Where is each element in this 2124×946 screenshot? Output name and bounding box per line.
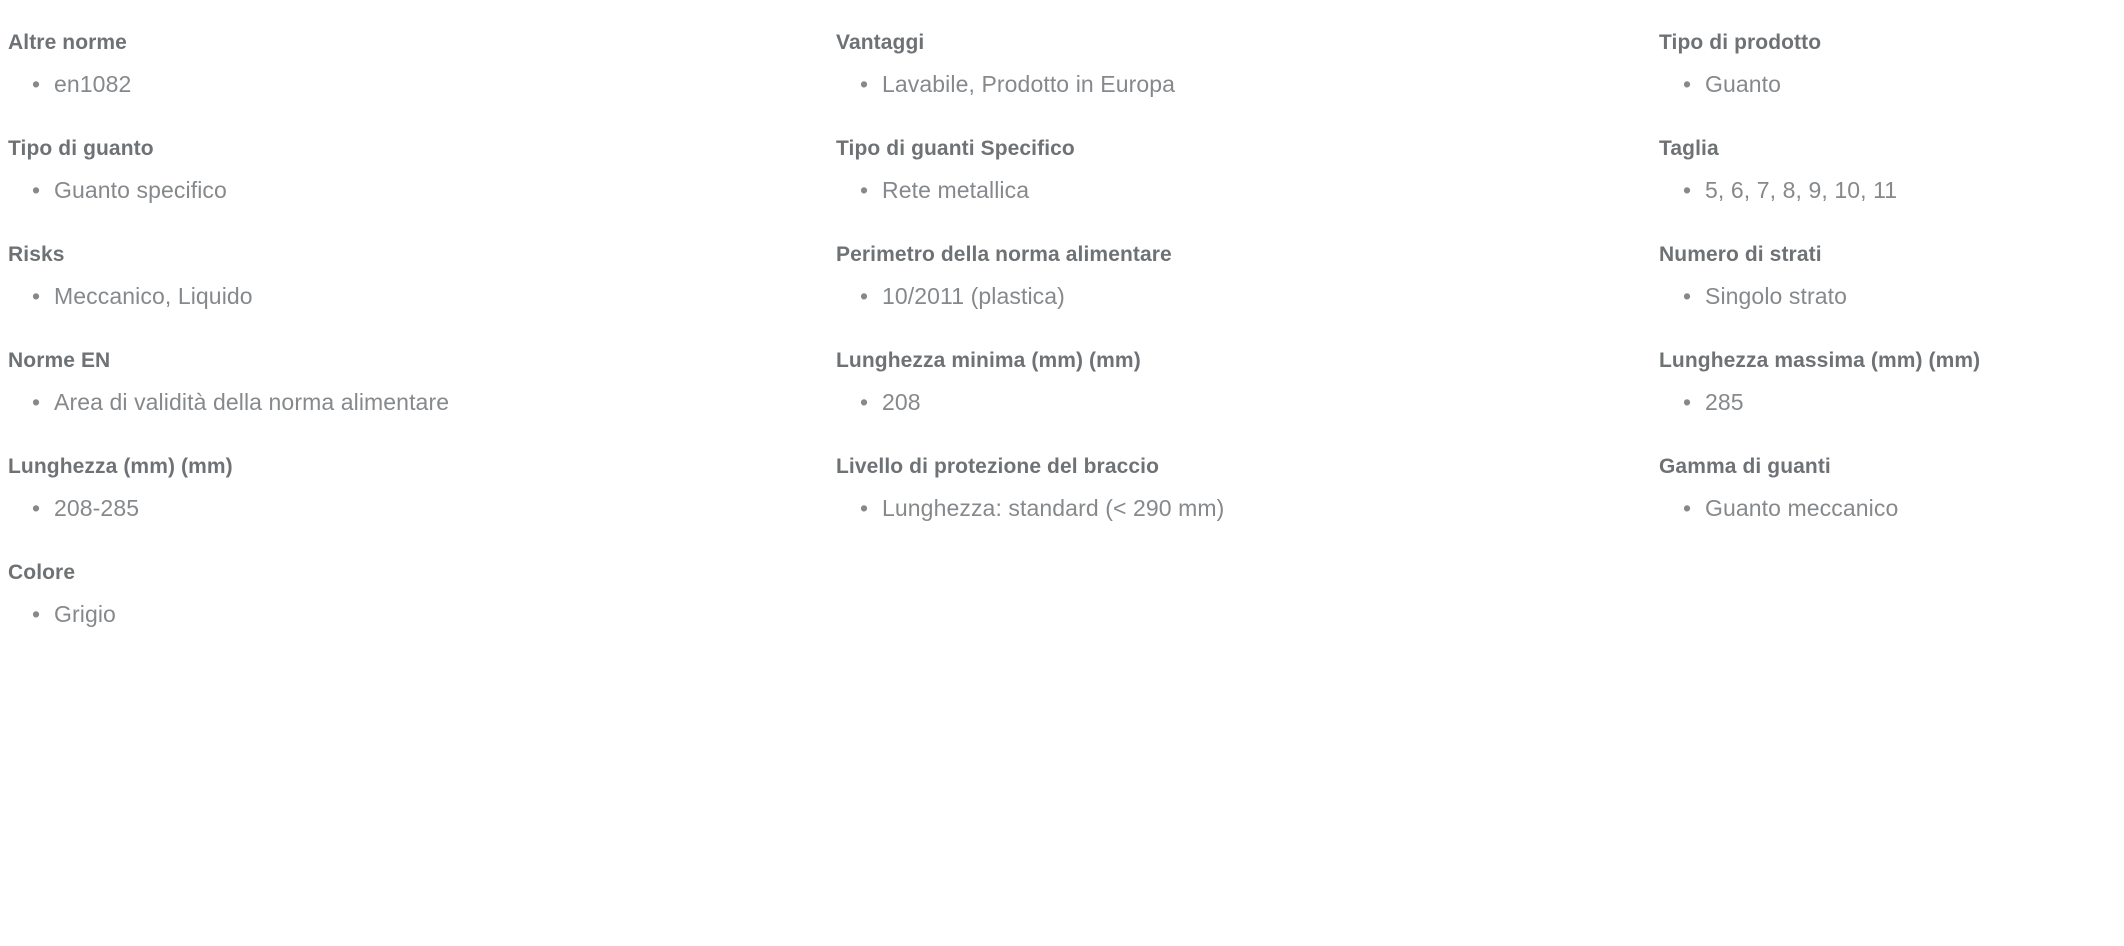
spec-group [8, 242, 808, 311]
spec-value-item [836, 175, 1626, 205]
spec-group [1659, 348, 2119, 417]
spec-value-list [8, 69, 808, 99]
spec-group [8, 30, 808, 99]
spec-value-text: Meccanico, Liquido [54, 283, 253, 309]
spec-label: Tipo di prodotto [1659, 31, 1822, 54]
spec-group [836, 242, 1626, 311]
spec-label: Risks [8, 243, 65, 266]
spec-value-text: 285 [1705, 389, 1744, 415]
spec-group [1659, 30, 2119, 99]
spec-value-item [8, 281, 808, 311]
spec-value-item [1659, 493, 2119, 523]
spec-label: Lunghezza minima (mm) (mm) [836, 349, 1141, 372]
spec-value-list [8, 175, 808, 205]
spec-label: Norme EN [8, 349, 111, 372]
spec-value-list [8, 387, 808, 417]
spec-group [8, 348, 808, 417]
bullet-icon: • [1683, 389, 1692, 415]
spec-label: Taglia [1659, 137, 1719, 160]
spec-group [8, 560, 808, 629]
spec-value-list [8, 281, 808, 311]
spec-value-item [836, 493, 1626, 523]
bullet-icon: • [860, 283, 869, 309]
bullet-icon: • [32, 389, 41, 415]
spec-group [1659, 136, 2119, 205]
spec-value-list [836, 281, 1626, 311]
spec-value-item [1659, 387, 2119, 417]
spec-value-text: Rete metallica [882, 177, 1030, 203]
bullet-icon: • [1683, 71, 1692, 97]
spec-group [836, 454, 1626, 523]
bullet-icon: • [32, 283, 41, 309]
spec-value-text: 5, 6, 7, 8, 9, 10, 11 [1705, 177, 1898, 203]
spec-value-item [8, 387, 808, 417]
spec-value-text: Area di validità della norma alimentare [54, 389, 450, 415]
spec-value-item [836, 281, 1626, 311]
spec-value-list [836, 69, 1626, 99]
spec-value-item [1659, 69, 2119, 99]
spec-value-list [836, 387, 1626, 417]
bullet-icon: • [32, 601, 41, 627]
spec-label: Livello di protezione del braccio [836, 455, 1160, 478]
bullet-icon: • [860, 177, 869, 203]
spec-value-text: Guanto specifico [54, 177, 227, 203]
spec-value-list [8, 599, 808, 629]
bullet-icon: • [860, 389, 869, 415]
spec-value-text: Singolo strato [1705, 283, 1848, 309]
spec-label: Gamma di guanti [1659, 455, 1831, 478]
spec-label: Altre norme [8, 31, 127, 54]
spec-value-list [1659, 387, 2119, 417]
spec-value-text: Lunghezza: standard (< 290 mm) [882, 495, 1225, 521]
bullet-icon: • [1683, 283, 1692, 309]
spec-value-list [1659, 69, 2119, 99]
bullet-icon: • [32, 495, 41, 521]
spec-value-text: 208 [882, 389, 921, 415]
spec-value-list [836, 493, 1626, 523]
spec-label: Tipo di guanto [8, 137, 154, 160]
spec-value-item [836, 69, 1626, 99]
spec-label: Lunghezza (mm) (mm) [8, 455, 233, 478]
spec-value-item [8, 599, 808, 629]
spec-value-item [8, 175, 808, 205]
spec-column-3 [1659, 30, 2119, 523]
spec-group [836, 30, 1626, 99]
bullet-icon: • [1683, 177, 1692, 203]
spec-label: Numero di strati [1659, 243, 1822, 266]
spec-value-text: 208-285 [54, 495, 140, 521]
spec-value-text: Guanto meccanico [1705, 495, 1899, 521]
spec-group [1659, 454, 2119, 523]
spec-label: Perimetro della norma alimentare [836, 243, 1172, 266]
spec-value-item [836, 387, 1626, 417]
spec-value-text: 10/2011 (plastica) [882, 283, 1065, 309]
spec-column-1 [8, 30, 808, 629]
spec-label: Lunghezza massima (mm) (mm) [1659, 349, 1981, 372]
spec-label: Colore [8, 561, 76, 584]
spec-value-text: Grigio [54, 601, 116, 627]
spec-label: Vantaggi [836, 31, 925, 54]
bullet-icon: • [1683, 495, 1692, 521]
bullet-icon: • [860, 71, 869, 97]
spec-value-text: Lavabile, Prodotto in Europa [882, 71, 1176, 97]
spec-label: Tipo di guanti Specifico [836, 137, 1075, 160]
spec-value-item [1659, 175, 2119, 205]
spec-value-item [1659, 281, 2119, 311]
spec-value-item [8, 69, 808, 99]
bullet-icon: • [860, 495, 869, 521]
spec-group [836, 348, 1626, 417]
spec-value-text: Guanto [1705, 71, 1782, 97]
spec-column-2 [836, 30, 1626, 523]
spec-value-list [8, 493, 808, 523]
spec-value-list [1659, 281, 2119, 311]
spec-value-list [1659, 493, 2119, 523]
spec-value-item [8, 493, 808, 523]
spec-value-text: en1082 [54, 71, 132, 97]
spec-group [836, 136, 1626, 205]
bullet-icon: • [32, 71, 41, 97]
spec-group [8, 136, 808, 205]
bullet-icon: • [32, 177, 41, 203]
spec-value-list [836, 175, 1626, 205]
spec-value-list [1659, 175, 2119, 205]
spec-group [1659, 242, 2119, 311]
spec-group [8, 454, 808, 523]
